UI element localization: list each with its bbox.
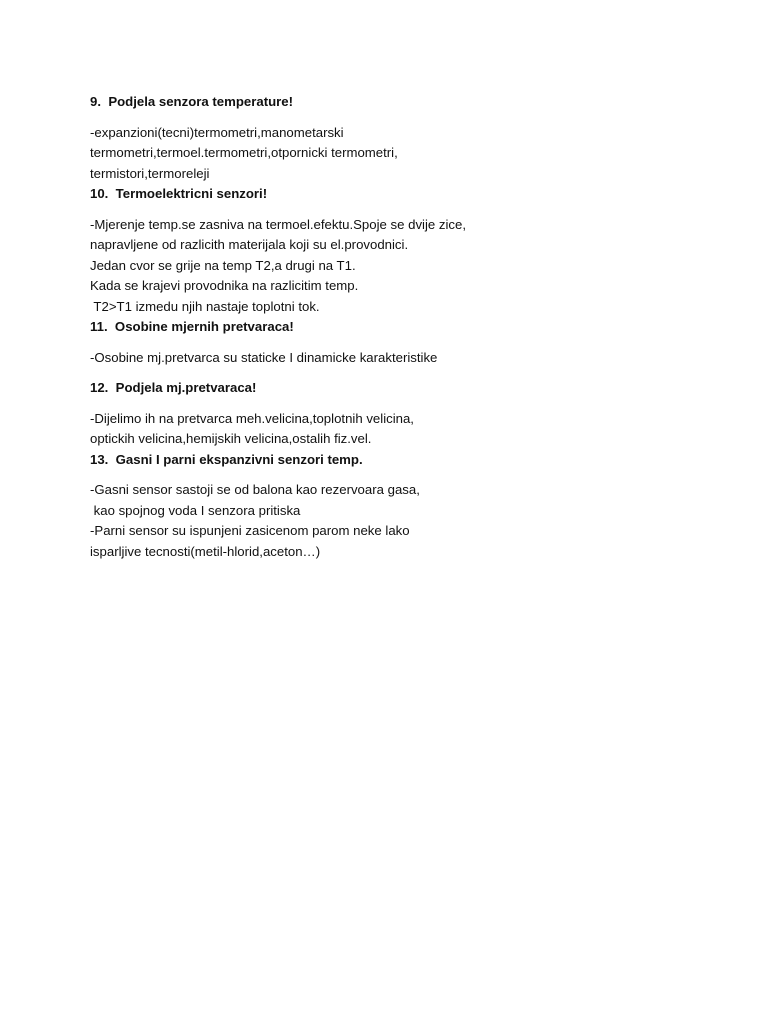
section-body-9 <box>90 123 520 185</box>
section-body-13 <box>90 480 520 562</box>
section-body-10 <box>90 215 520 318</box>
body-line: isparljive tecnosti(metil-hlorid,aceton…) <box>90 543 321 559</box>
spacer <box>90 470 520 480</box>
spacer <box>90 205 520 215</box>
body-line: napravljene od razlicith materijala koji su el.provodnici. <box>90 237 409 252</box>
body-line: -Osobine mj.pretvarca su staticke I dinamicke karakteristike <box>90 349 438 365</box>
body-line: -Parni sensor su ispunjeni zasicenom parom neke lako <box>90 523 410 538</box>
section-body-11 <box>90 348 520 369</box>
spacer <box>90 399 520 409</box>
body-line: kao spojnog voda I senzora pritiska <box>90 502 301 518</box>
body-line: -Dijelimo ih na pretvarca meh.velicina,toplotnih velicina, <box>90 410 414 426</box>
body-line: termistori,termoreleji <box>90 165 210 181</box>
body-line: -Mjerenje temp.se zasniva na termoel.efektu.Spoje se dvije zice, <box>90 216 467 232</box>
body-line: termometri,termoel.termometri,otpornicki termometri, <box>90 145 398 160</box>
section-heading-11: 11. Osobine mjernih pretvaraca! <box>90 319 294 334</box>
section-body-12 <box>90 409 520 450</box>
body-line: -expanzioni(tecni)termometri,manometarski <box>90 124 344 140</box>
body-line: Jedan cvor se grije na temp T2,a drugi na T1. <box>90 257 356 273</box>
body-line: -Gasni sensor sastoji se od balona kao rezervoara gasa, <box>90 482 420 497</box>
body-line: Kada se krajevi provodnika na razlicitim temp. <box>90 278 359 293</box>
spacer <box>90 368 520 378</box>
body-line: optickih velicina,hemijskih velicina,ostalih fiz.vel. <box>90 431 372 446</box>
spacer <box>90 338 520 348</box>
section-heading-9: 9. Podjela senzora temperature! <box>90 94 294 109</box>
document-content <box>90 92 520 562</box>
body-line: T2>T1 izmedu njih nastaje toplotni tok. <box>90 298 320 314</box>
section-heading-12: 12. Podjela mj.pretvaraca! <box>90 380 257 395</box>
spacer <box>90 113 520 123</box>
section-heading-13: 13. Gasni I parni ekspanzivni senzori temp. <box>90 451 363 467</box>
section-heading-10: 10. Termoelektricni senzori! <box>90 186 268 201</box>
